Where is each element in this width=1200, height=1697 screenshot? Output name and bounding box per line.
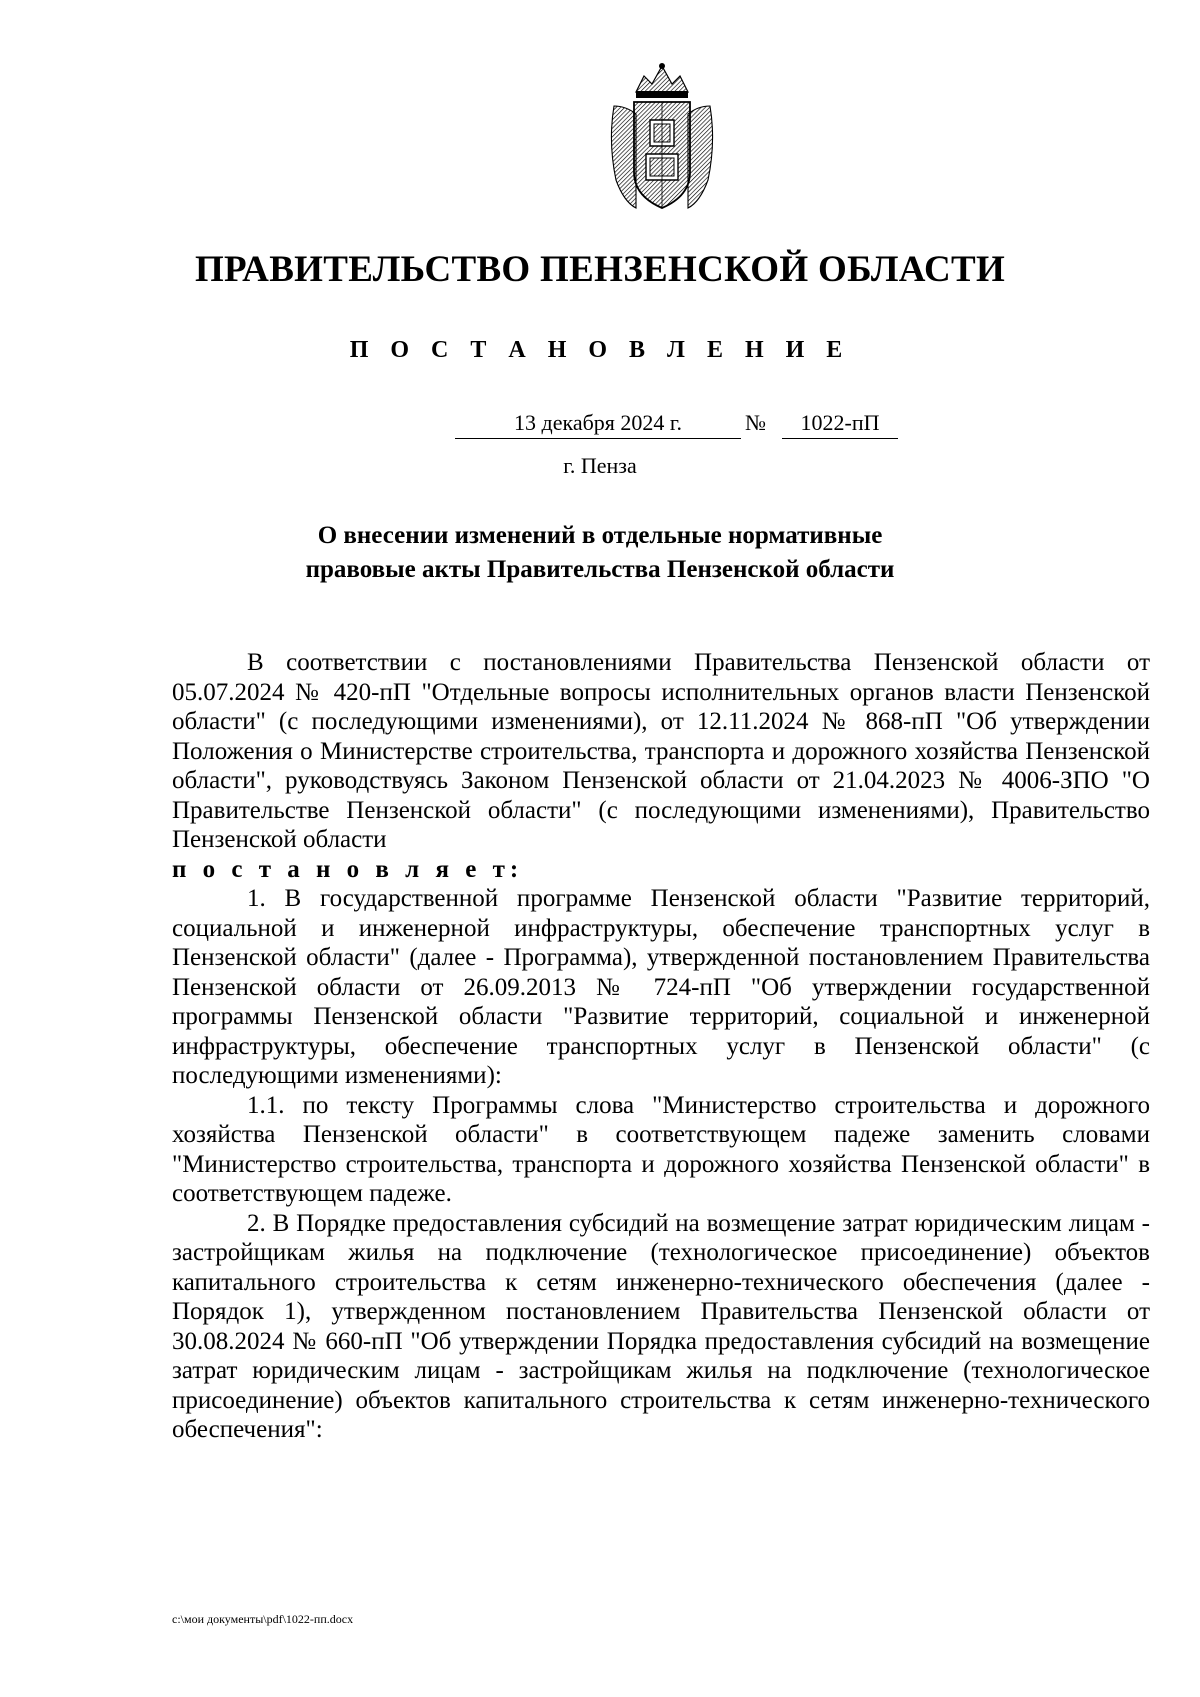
city: г. Пенза (563, 453, 637, 478)
coat-of-arms-icon (606, 62, 718, 214)
decides-line (172, 855, 1150, 885)
government-name: ПРАВИТЕЛЬСТВО ПЕНЗЕНСКОЙ ОБЛАСТИ (194, 249, 1006, 290)
document-date: 13 декабря 2024 г. (455, 410, 741, 439)
document-type: П О С Т А Н О В Л Е Н И Е (349, 337, 851, 363)
preamble-paragraph: В соответствии с постановлениями Правительства Пензенской области от 05.07.2024 № 420-пП "Отдельные вопросы исполнительных органов власти Пензенской области" (с последующими изменениями), от 12.11.2024 № 868-пП "Об утверждении Положения о Министерстве строительства, транспорта и дорожного хозяйства Пензенской области", руководствуясь Законом Пензенской области от 21.04.2023 № 4006-ЗПО "О Правительстве Пензенской области" (с последующими изменениями), Правительство Пензенской области (172, 649, 1150, 853)
footer-file-path: c:\мои документы\pdf\1022-пп.docx (172, 1612, 354, 1626)
number-sign: № (745, 410, 766, 435)
paragraph-2: 2. В Порядке предоставления субсидий на возмещение затрат юридическим лицам - застройщикам жилья на подключение (технологическое присоединение) объектов капитального строительства к сетям инженерно-технического обеспечения (далее - Порядок 1), утвержденном постановлением Правительства Пензенской области от 30.08.2024 № 660-пП "Об утверждении Порядка предоставления субсидий на возмещение затрат юридическим лицам - застройщикам жилья на подключение (технологическое присоединение) объектов капитального строительства к сетям инженерно-технического обеспечения": (172, 1209, 1150, 1443)
document-subject (0, 519, 1200, 587)
decides-word: п о с т а н о в л я е т: (172, 855, 524, 883)
document-body (172, 648, 1150, 1445)
date-number-line (0, 410, 1200, 444)
document-number: 1022-пП (782, 410, 898, 439)
subject-line-1: О внесении изменений в отдельные нормативные (317, 522, 883, 549)
paragraph-1-1: 1.1. по тексту Программы слова "Министерство строительства и дорожного хозяйства Пензенской области" в соответствующем падеже заменить словами "Министерство строительства, транспорта и дорожного хозяйства Пензенской области" в соответствующем падеже. (172, 1091, 1150, 1207)
paragraph-1: 1. В государственной программе Пензенской области "Развитие территорий, социальной и инженерной инфраструктуры, обеспечение транспортных услуг в Пензенской области" (далее - Программа), утвержденной постановлением Правительства Пензенской области от 26.09.2013 № 724-пП "Об утверждении государственной программы Пензенской области "Развитие территорий, социальной и инженерной инфраструктуры, обеспечение транспортных услуг в Пензенской области" (с последующими изменениями): (172, 885, 1150, 1089)
subject-line-2: правовые акты Правительства Пензенской области (305, 556, 895, 583)
